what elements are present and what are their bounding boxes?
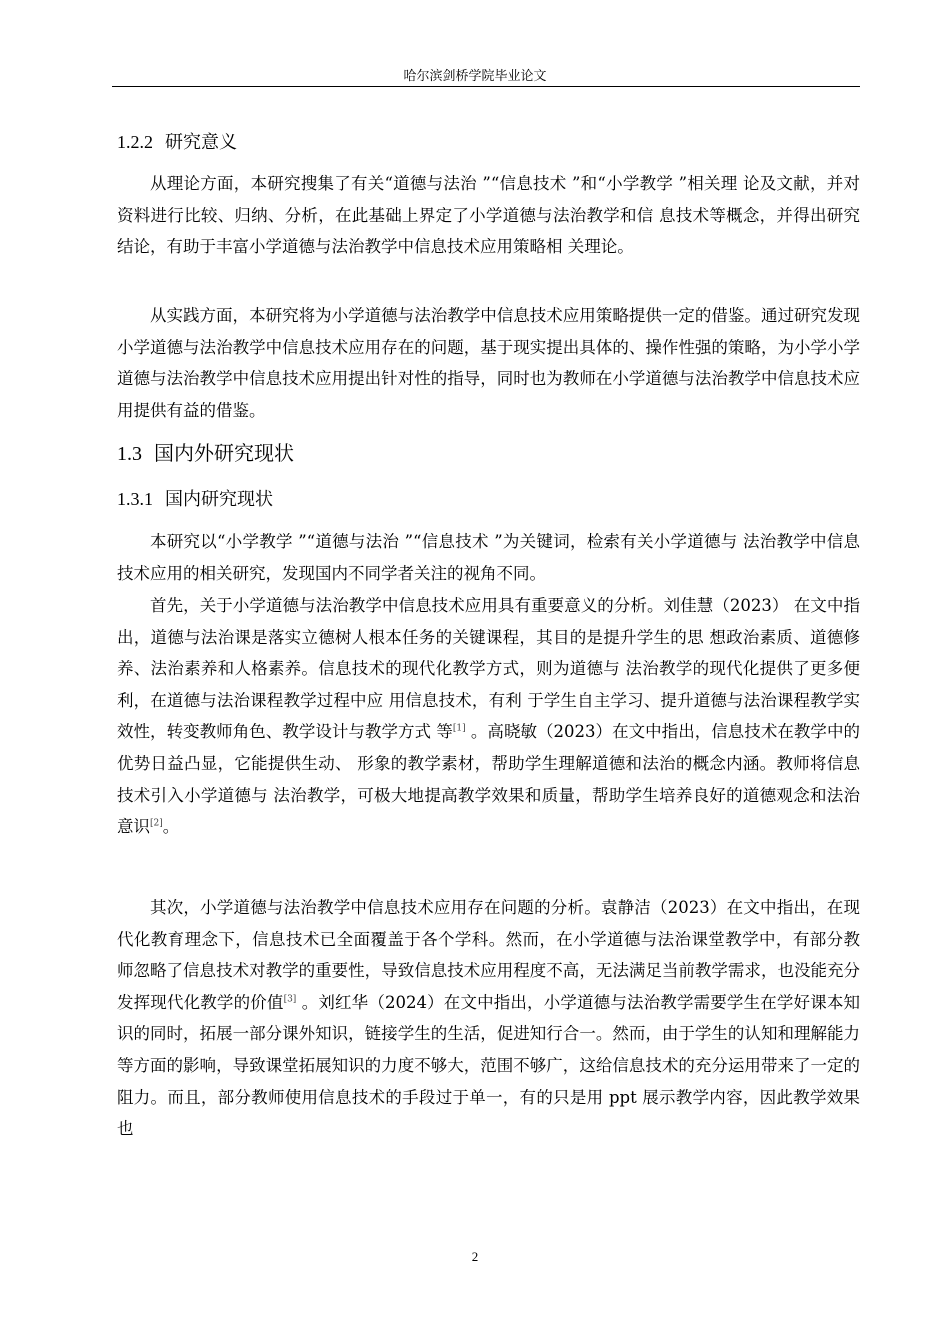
paragraph-text: 。刘红华（2024）在文中指出，小学道德与法治教学需要学生在学好课本知识的同时，拓展一部分课外知识，链接学生的生活，促进知行合一。然而，由于学生的认知和理解能力等方面的影响，导致课堂拓展知识的力度不够大，范围不够广，这给信息技术的充分运用带来了一定的阻力。而且，部分教师使用信息技术的手段过于单一，有的只是用 ppt 展示教学内容，因此教学效果也 (117, 992, 861, 1139)
paragraph-significance (117, 590, 860, 843)
paragraph-text: 首先，关于小学道德与法治教学中信息技术应用具有重要意义的分析。刘佳慧（2023） 在文中指出，道德与法治课是落实立德树人根本任务的关键课程，其目的是提升学生的思 想政治素质、道德修养、法治素养和人格素养。信息技术的现代化教学方式，则为道德与 法治教学的现代化提供了更多便利，在道德与法治课程教学过程中应 用信息技术，有利 于学生自主学习、提升道德与法治课程教学实效性，转变教师角色、教学设计与教学方式 等 (117, 596, 860, 742)
page-header-title: 哈尔滨剑桥学院毕业论文 (403, 69, 547, 84)
section-heading-1-2-2 (117, 128, 237, 154)
paragraph-problems (117, 892, 860, 1145)
citation-1: [1] (452, 723, 466, 734)
section-number: 1.3 (117, 443, 142, 465)
section-heading-1-3 (117, 437, 294, 466)
paragraph-theory: 从理论方面，本研究搜集了有关“道德与法治 ”“信息技术 ”和“小学教学 ”相关理 论及文献，并对资料进行比较、归纳、分析，在此基础上界定了小学道德与法治教学和信 息技术等概念，并得出研究结论，有助于丰富小学道德与法治教学中信息技术应用策略相 关理论。 (117, 174, 860, 257)
header-divider (112, 86, 860, 87)
paragraph-text: 。高晓敏（2023）在文中指出，信息技术在教学中的优势日益凸显，它能提供生动、 形象的教学素材，帮助学生理解道德和法治的概念内涵。教师将信息技术引入小学道德与 法治教学，可极大地提高教学效果和质量，帮助学生培养良好的道德观念和法治意识 (117, 722, 860, 837)
section-title: 国内研究现状 (165, 489, 273, 510)
citation-3: [3] (283, 994, 297, 1005)
section-number: 1.2.2 (117, 132, 153, 152)
paragraph-keywords: 本研究以“小学教学 ”“道德与法治 ”“信息技术 ”为关键词，检索有关小学道德与 法治教学中信息技术应用的相关研究，发现国内不同学者关注的视角不同。 (117, 532, 860, 583)
paragraph-text: 其次，小学道德与法治教学中信息技术应用存在问题的分析。袁静洁（2023）在文中指出，在现代化教育理念下，信息技术已全面覆盖于各个学科。然而，在小学道德与法治课堂教学中，有部分教 师忽略了信息技术对教学的重要性，导致信息技术应用程度不高，无法满足当前教学需求，也没能充分发挥现代化教学的价值 (117, 898, 860, 1012)
section-title: 研究意义 (165, 132, 237, 153)
section-title: 国内外研究现状 (154, 441, 294, 465)
citation-2: [2] (150, 818, 163, 829)
paragraph-practice: 从实践方面，本研究将为小学道德与法治教学中信息技术应用策略提供一定的借鉴。通过研究发现小学道德与法治教学中信息技术应用存在的问题，基于现实提出具体的、操作性强的策略，为小学小学道德与法治教学中信息技术应用提出针对性的指导，同时也为教师在小学道德与法治教学中信息技术应用提供有益的借鉴。 (117, 306, 860, 420)
section-heading-1-3-1 (117, 485, 273, 511)
paragraph-text: 。 (162, 817, 180, 837)
section-number: 1.3.1 (117, 489, 153, 509)
page-number: 2 (471, 1249, 479, 1264)
